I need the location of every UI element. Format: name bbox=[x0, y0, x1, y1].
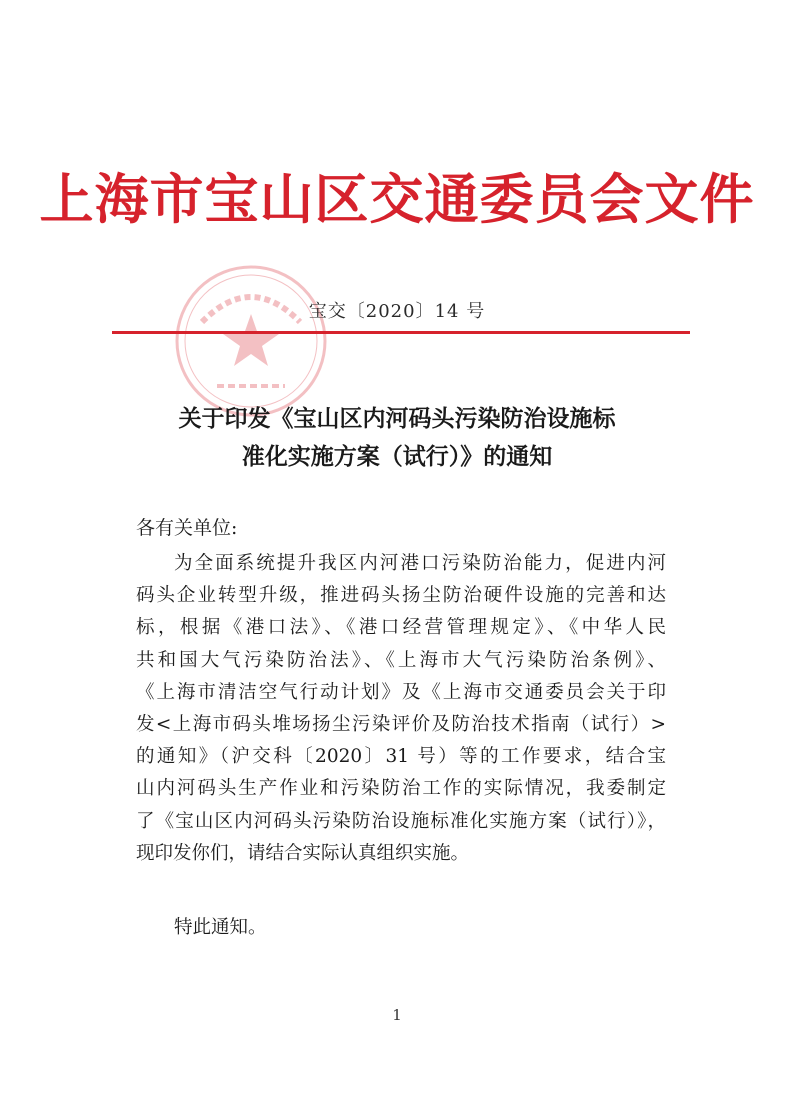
official-seal-stamp bbox=[172, 262, 330, 420]
body-line: 为全面系统提升我区内河港口污染防治能力，促进内河 bbox=[174, 553, 666, 574]
notice-title bbox=[0, 400, 794, 476]
notice-title-line-2: 准化实施方案（试行）》的通知 bbox=[241, 444, 553, 470]
salutation: 各有关单位: bbox=[136, 517, 238, 539]
body-line: 现印发你们，请结合实际认真组织实施。 bbox=[136, 842, 470, 864]
notice-body bbox=[136, 548, 666, 870]
body-line: 了《宝山区内河码头污染防治设施标准化实施方案（试行）》， bbox=[136, 810, 666, 832]
notice-title-line-1: 关于印发《宝山区内河码头污染防治设施标 bbox=[178, 406, 616, 432]
body-line: 山内河码头生产作业和污染防治工作的实际情况，我委制定 bbox=[136, 778, 666, 800]
document-header-title: 上海市宝山区交通委员会文件 bbox=[39, 168, 755, 231]
body-line: 标，根据《港口法》、《港口经营管理规定》、《中华人民 bbox=[136, 617, 666, 639]
body-line: 《上海市清洁空气行动计划》及《上海市交通委员会关于印 bbox=[136, 681, 666, 703]
red-divider-line bbox=[112, 331, 690, 334]
body-line: 发<上海市码头堆场扬尘污染评价及防治技术指南（试行）> bbox=[136, 714, 666, 736]
body-line: 码头企业转型升级，推进码头扬尘防治硬件设施的完善和达 bbox=[136, 585, 666, 607]
body-line: 共和国大气污染防治法》、《上海市大气污染防治条例》、 bbox=[136, 649, 666, 671]
closing-remark: 特此通知。 bbox=[174, 917, 267, 938]
body-line: 的通知》（沪交科〔2020〕31 号）等的工作要求，结合宝 bbox=[136, 746, 666, 768]
page-number: 1 bbox=[392, 1006, 402, 1024]
document-number: 宝交〔2020〕14 号 bbox=[308, 301, 486, 322]
